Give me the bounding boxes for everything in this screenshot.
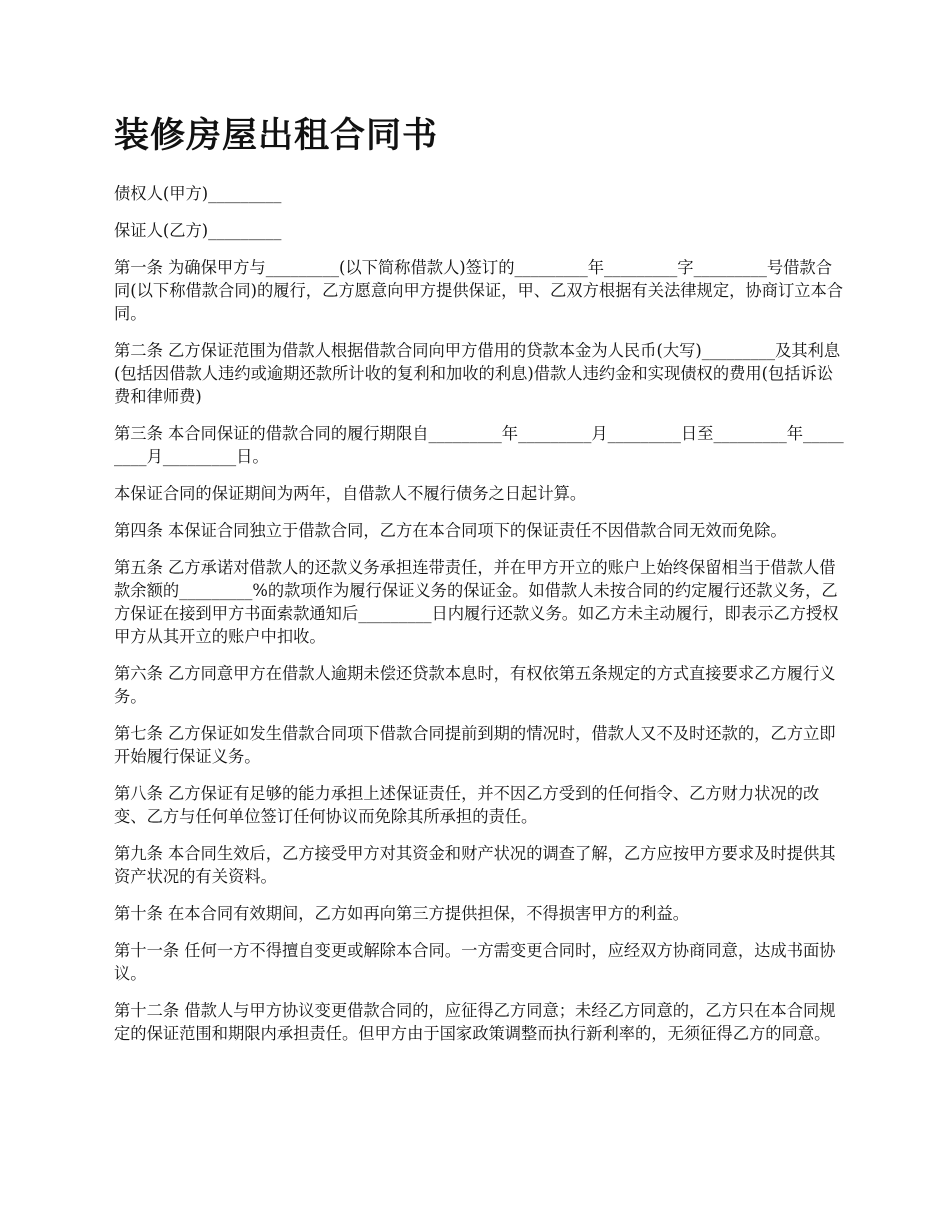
document-title: 装修房屋出租合同书 xyxy=(114,115,439,156)
creditor-line: 债权人(甲方)_________ xyxy=(114,184,282,203)
article-4: 第四条 本保证合同独立于借款合同，乙方在本合同项下的保证责任不因借款合同无效而免除。 xyxy=(114,521,787,540)
document-page xyxy=(114,112,846,1059)
article-1: 第一条 为确保甲方与_________(以下简称借款人)签订的_________年_________字_________号借款合同(以下称借款合同)的履行，乙方愿意向甲方提供保证，甲、乙双方根据有关法律规定，协商订立本合同。 xyxy=(114,258,844,323)
article-12: 第十二条 借款人与甲方协议变更借款合同的，应征得乙方同意；未经乙方同意的，乙方只在本合同规定的保证范围和期限内承担责任。但甲方由于国家政策调整而执行新利率的，无须征得乙方的同意。 xyxy=(114,1001,836,1043)
article-9: 第九条 本合同生效后，乙方接受甲方对其资金和财产状况的调查了解，乙方应按甲方要求及时提供其资产状况的有关资料。 xyxy=(114,844,836,886)
article-3: 第三条 本合同保证的借款合同的履行期限自_________年_________月_________日至_________年_________月_________日。 xyxy=(114,424,844,466)
guarantee-period: 本保证合同的保证期间为两年，自借款人不履行债务之日起计算。 xyxy=(114,484,587,503)
article-7: 第七条 乙方保证如发生借款合同项下借款合同提前到期的情况时，借款人又不及时还款的，乙方立即开始履行保证义务。 xyxy=(114,724,836,766)
article-8: 第八条 乙方保证有足够的能力承担上述保证责任，并不因乙方受到的任何指令、乙方财力状况的改变、乙方与任何单位签订任何协议而免除其所承担的责任。 xyxy=(114,784,820,826)
article-5: 第五条 乙方承诺对借款人的还款义务承担连带责任，并在甲方开立的账户上始终保留相当于借款人借款余额的_________%的款项作为履行保证义务的保证金。如借款人未按合同的约定履行还款义务，乙方保证在接到甲方书面索款通知后_________日内履行还款义务。如乙方未主动履行，即表示乙方授权甲方从其开立的账户中扣收。 xyxy=(114,558,839,646)
guarantor-line: 保证人(乙方)_________ xyxy=(114,221,282,240)
article-11: 第十一条 任何一方不得擅自变更或解除本合同。一方需变更合同时，应经双方协商同意，达成书面协议。 xyxy=(114,941,836,983)
article-10: 第十条 在本合同有效期间，乙方如再向第三方提供担保，不得损害甲方的利益。 xyxy=(114,904,690,923)
article-2: 第二条 乙方保证范围为借款人根据借款合同向甲方借用的贷款本金为人民币(大写)_________及其利息(包括因借款人违约或逾期还款所计收的复利和加收的利息)借款人违约金和实现债权的费用(包括诉讼费和律师费) xyxy=(114,341,841,406)
article-6: 第六条 乙方同意甲方在借款人逾期未偿还贷款本息时，有权依第五条规定的方式直接要求乙方履行义务。 xyxy=(114,664,836,706)
